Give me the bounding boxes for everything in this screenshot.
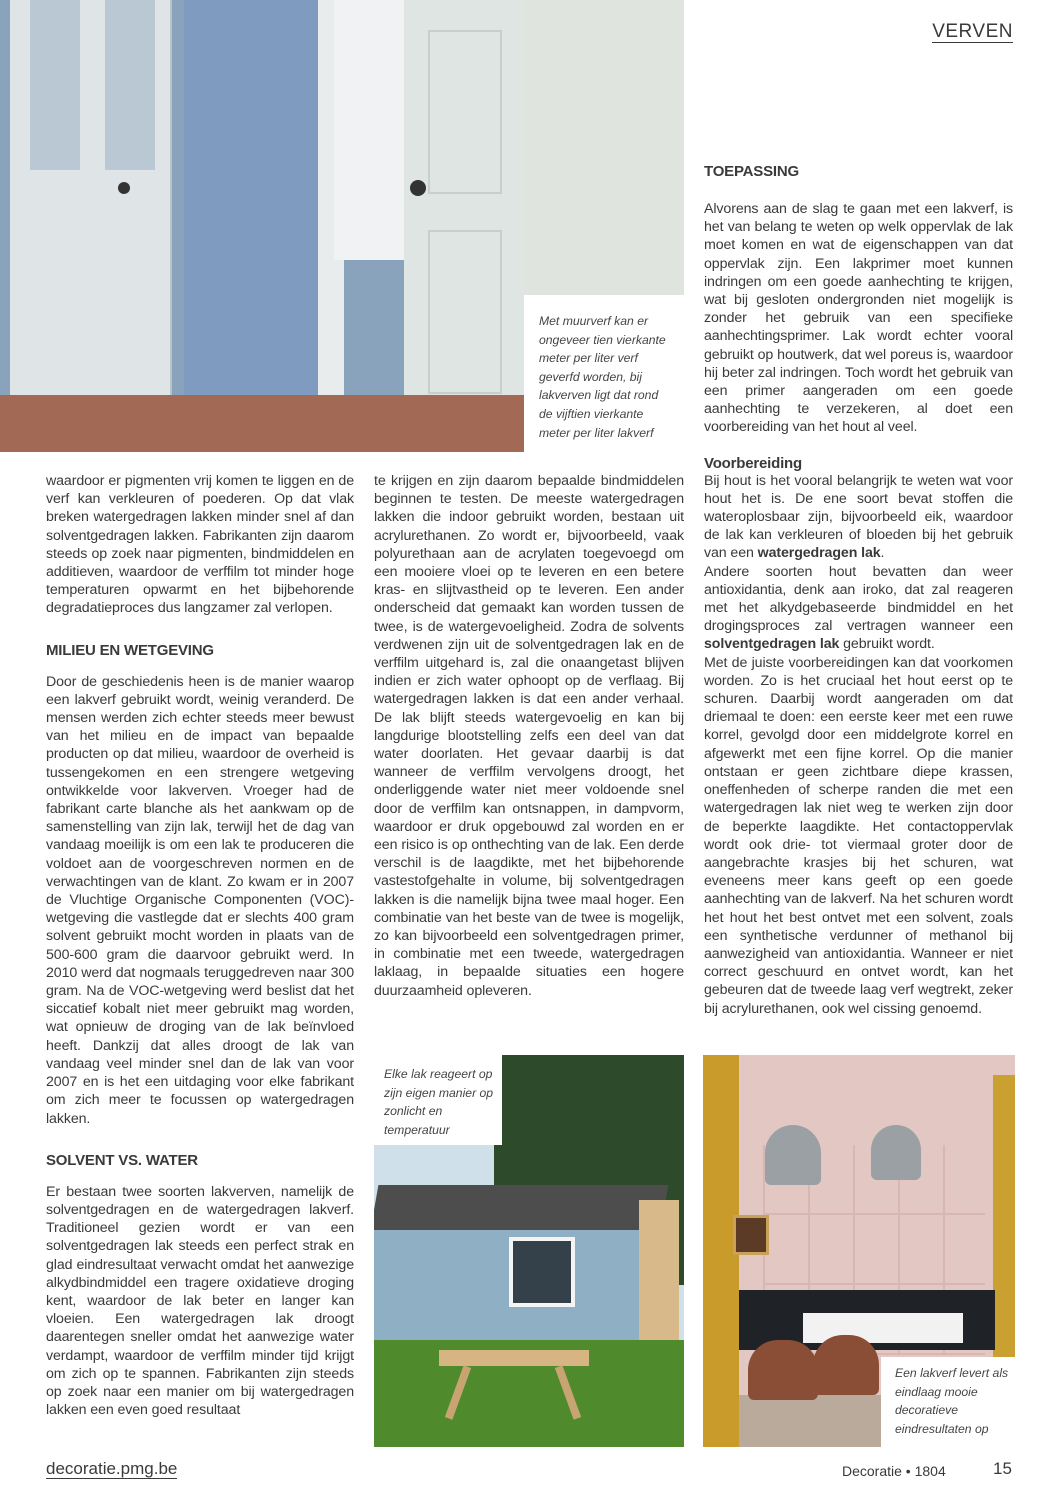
caption-top: Met muurverf kan er ongeveer tien vierkante meter per liter verf geverfd worden, bij lakverven ligt dat rond de vijftien vierkante meter per liter lakverf <box>539 314 666 440</box>
highlight-watergedragen: watergedragen lak <box>757 545 881 562</box>
voorbereiding-text-2a: Andere soorten hout bevatten dan weer antioxidantia, denk aan iroko, dat zal reageren met het alkydgebaseerde bindmiddel en het drogingsproces zal vertragen wanneer een <box>704 563 1013 635</box>
voorbereiding-text-1: Bij hout is het vooral belangrijk te weten wat voor hout het is. De ene soort bevat stoffen die wateroplosbaar zijn, bijvoorbeeld eik, waardoor de lak kan verkleuren of bloeden bij het gebruik van een <box>704 472 1013 562</box>
heading-voorbereiding: Voorbereiding <box>704 454 802 472</box>
paragraph-col2: te krijgen en zijn daarom bepaalde bindmiddelen beginnen te testen. De meeste watergedragen lakken die indoor gebruikt worden, bestaan uit acrylurethanen. Zo wordt er, bijvoorbeeld, vaak polyurethaan aan de acrylaten toegevoegd om een mooiere vloei op te leveren en een betere kras- en slijtvastheid op te leveren. Een ander onderscheid dat gemaakt kan worden tussen de twee, is de watergevoeligheid. Zodra de solvents verdwenen zijn uit de solventgedragen lak en de verffilm uitgehard is, zal die onaangetast blijven indien er zich water ophoopt op de verflaag. Bij watergedragen lakken is dat een ander verhaal. De lak blijft steeds watergevoelig en kan bij langdurige blootstelling zelfs een deel van dat water doorlaten. Het gevaar daarbij is dat wanneer de verffilm vervolgens droogt, het onderliggende water niet meer voldoende snel door de verffilm kan ontsnappen, in dampvorm, waardoor er druk opgebouwd zal worden en er een risico is op onthechting van de lak. Een derde verschil is de laagdikte, met het bijbehorende vastestofgehalte in volume, bij solventgedragen lakken is die namelijk bijna twee maal hoger. Een combinatie van het beste van de twee is mogelijk, zo kan bijvoorbeeld een solventgedragen primer, in combinatie met een tweede, watergedragen laklaag, in bepaalde situaties een hogere duurzaamheid opleveren. <box>374 473 684 999</box>
footer-website[interactable]: decoratie.pmg.be <box>46 1459 178 1478</box>
caption-box-shed <box>374 1055 502 1145</box>
paragraph-toepassing: Alvorens aan de slag te gaan met een lakverf, is het van belang te weten op welk oppervlak de lak moet komen en wat de eigenschappen van dat oppervlak zijn. Een lakprimer moet kunnen indringen om een goede aanhechting te krijgen, wat bij gesloten ondergronden niet mogelijk is zonder het gebruik van een specifieke aanhechtingsprimer. Lak wordt echter vooral gebruikt op houtwerk, dat wel poreus is, waardoor hij beter zal indringen. Toch wordt het gebruik van een primer aangeraden om een goede aanhechting te verzekeren, al doet een voorbereiding van het hout al veel. <box>704 201 1013 436</box>
caption-box-top <box>524 295 684 452</box>
caption-shed: Elke lak reageert op zijn eigen manier op zonlicht en temperatuur <box>384 1067 494 1137</box>
heading-solvent: SOLVENT VS. WATER <box>46 1151 198 1169</box>
caption-box-room <box>881 1357 1015 1447</box>
page-number: 15 <box>993 1459 1012 1478</box>
voorbereiding-text-2b: gebruikt wordt. <box>843 636 935 653</box>
footer-magazine: Decoratie • 1804 <box>842 1463 946 1479</box>
caption-room: Een lakverf levert als eindlaag mooie decoratieve eindresultaten op <box>895 1366 1009 1436</box>
paragraph-milieu: Door de geschiedenis heen is de manier waarop een lakverf gebruikt wordt, weinig veranderd. De mensen werden zich echter steeds meer bewust van het milieu en de impact van bepaalde producten op dat milieu, waardoor de overheid is tussengekomen en een strengere wetgeving ontwikkelde voor lakverven. Vroeger had de fabrikant carte blanche als het aankwam op de samenstelling van zijn lak, terwijl het de dag van vandaag moeilijk is om een lak te produceren die voldoet aan de voorgeschreven normen en de verwachtingen van de klant. Zo kwam er in 2007 de Vluchtige Organische Componenten (VOC)-wetgeving die vastlegde dat er slechts 400 gram solvent gebruikt mocht worden in plaats van de 500-600 gram die daarvoor gebruikt werd. In 2010 werd dat nogmaals teruggedreven naar 300 gram. Na de VOC-wetgeving werd beslist dat het siccatief kobalt niet meer gebruikt mag worden, wat opnieuw de droging van de lak beïnvloed heeft. Dankzij dat alles droogt de lak van vandaag veel minder snel dan de lak van voor 2007 en is het een uitdaging voor elke fabrikant om zich meer te focussen op watergedragen lakken. <box>46 673 354 1127</box>
column-2 <box>374 472 684 1000</box>
paragraph-voorbereiding-1: Bij hout is het vooral belangrijk te weten wat voor hout het is. De ene soort bevat stoffen die wateroplosbaar zijn, bijvoorbeeld eik, waardoor de lak kan verkleuren of bloeden bij het gebruik van een watergedragen lak. <box>704 472 1013 562</box>
section-header: VERVEN <box>932 21 1013 42</box>
paragraph-voorbereiding-3: Met de juiste voorbereidingen kan dat voorkomen worden. Zo is het cruciaal het hout eerst op te schuren. Daarbij wordt aangeraden om dat driemaal te doen: een eerste keer met een ruwe korrel, gevolgd door een middelgrote korrel en afgewerkt met een fijne korrel. Op die manier ontstaan er geen zichtbare diepe krassen, oneffenheden of scherpe randen die met een watergedragen lak niet weg te werken zijn door de beperkte laagdikte. Het contactoppervlak wordt ook drie- tot viermaal groter door de aangebrachte krasjes bij het schuren, wat eveneens meer kans geeft op een goede aanhechting van de lakverf. Na het schuren wordt het hout het best ontvet met een solvent, zoals een synthetische verdunner of methanol bij aanwezigheid van antioxidantia. Wanneer er niet correct geschuurd en ontvet wordt, kan het gebeuren dat de tweede laag verf wegtrekt, zeker bij acrylurethanen, ook wel cissing genoemd. <box>704 654 1013 1017</box>
column-1 <box>46 472 354 1419</box>
column-3 <box>704 163 1013 1018</box>
paragraph-voorbereiding-2 <box>704 563 1013 654</box>
highlight-solventgedragen: solventgedragen lak <box>704 636 840 653</box>
paragraph-intro: waardoor er pigmenten vrij komen te liggen en de verf kan verkleuren of poederen. Op dat vlak breken watergedragen lakken minder snel af dan solventgedragen lakken. Fabrikanten zijn daarom steeds op zoek naar pigmenten, bindmiddelen en additieven, waardoor de verffilm tot minder hoge temperaturen opwarmt en het bijbehorende degradatieproces dus langzamer zal verlopen. <box>46 473 354 617</box>
heading-toepassing: TOEPASSING <box>704 163 799 180</box>
paragraph-solvent: Er bestaan twee soorten lakverven, namelijk de solventgedragen en de watergedragen lakverf. Traditioneel gezien wordt er van een solventgedragen lak steeds een perfect strak en glad eindresultaat verwacht omdat het aanwezige alkydbindmiddel een tragere oxidatieve droging kent, waardoor de lak beter en langer kan vloeien. Een watergedragen lak droogt daarentegen sneller omdat het aanwezige water verdampt, waardoor de verffilm minder tijd krijgt om zich op te spannen. Fabrikanten zijn steeds op zoek naar een manier om bij watergedragen lakken een even goed resultaat <box>46 1183 354 1419</box>
heading-milieu: MILIEU EN WETGEVING <box>46 641 214 659</box>
